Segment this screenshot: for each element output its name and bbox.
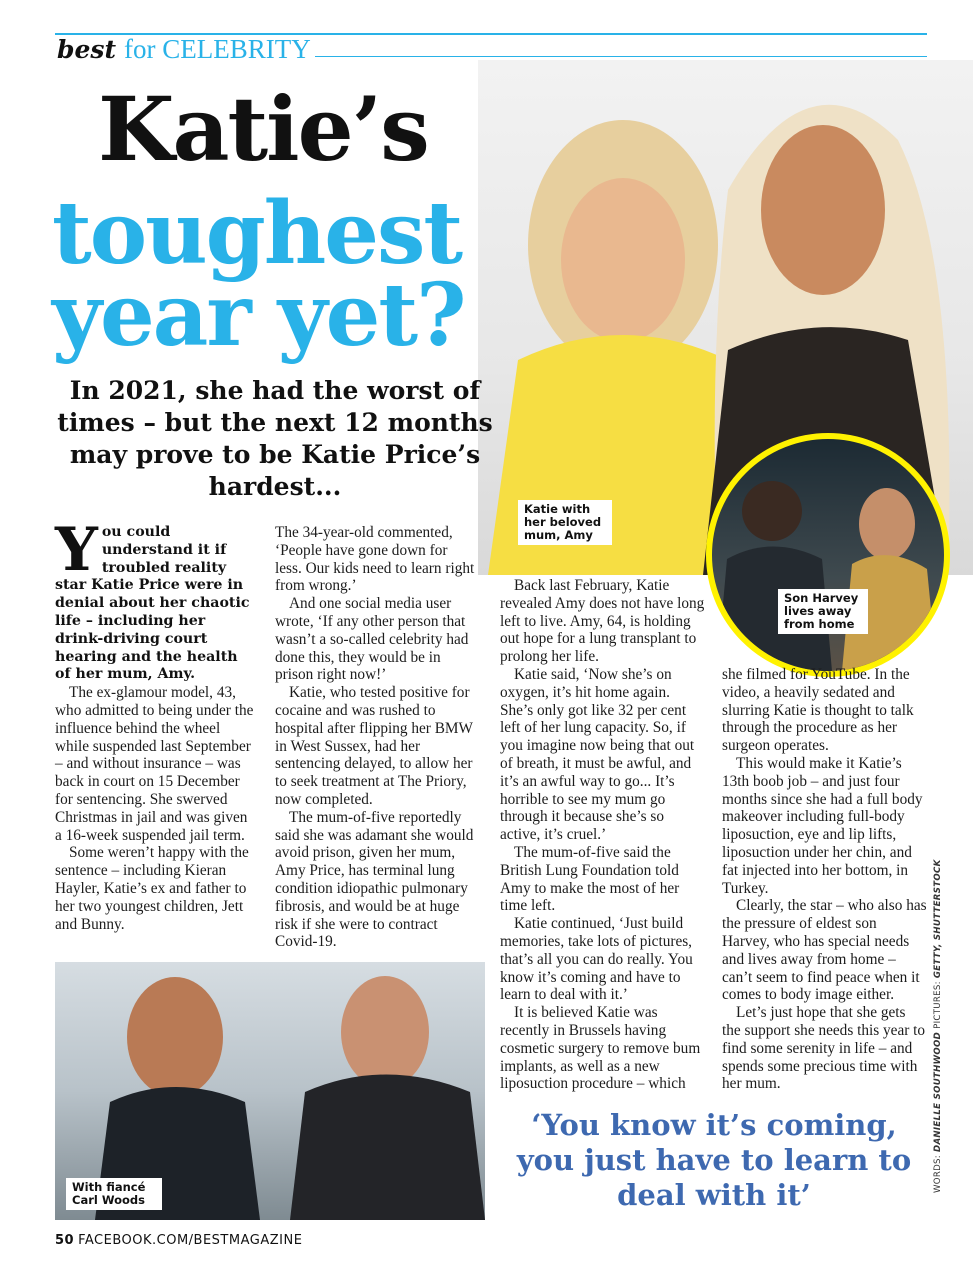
lead-text: ou could understand it if troubled reality star Katie Price were in denial about her chaotic life – including her drink-driving court hearing and the health of her mum, Amy. <box>55 524 250 683</box>
paragraph: The 34-year-old commented, ‘People have gone down for less. Our kids need to learn right from wrong.’ <box>275 524 475 595</box>
brand-label: best <box>57 35 117 64</box>
footer-url: FACEBOOK.COM/BESTMAGAZINE <box>78 1233 303 1248</box>
headline-line-2: toughest <box>52 183 462 284</box>
paragraph: This would make it Katie’s 13th boob job – and just four months since she had a full body makeover including full-body liposuction, eye and lip lifts, liposuction under her chin, and fat injected into her bottom, in Turkey. <box>722 754 923 897</box>
paragraph: Clearly, the star – who also has the pressure of eldest son Harvey, who has special needs and lives away from home – can’t seem to find peace when it comes to body image either. <box>722 897 927 1004</box>
paragraph: Let’s just hope that she gets the support she needs this year to find some serenity in life – and spends some precious time with her mum. <box>722 1004 926 1093</box>
credit-pictures-name: GETTY, SHUTTERSTOCK <box>933 859 943 979</box>
caption-bottom: With fiancé Carl Woods <box>66 1178 162 1210</box>
bottom-photo <box>55 962 485 1220</box>
headline-line-1: Katie’s <box>98 77 428 181</box>
page-number: 50 <box>55 1233 75 1248</box>
paragraph: Some weren’t happy with the sentence – including Kieran Hayler, Katie’s ex and father to her two youngest children, Jett and Bunny. <box>55 844 249 933</box>
paragraph: Katie, who tested positive for cocaine and was rushed to hospital after flipping her BMW in West Sussex, had her sentencing delayed, to allow her to seek treatment at The Priory, now completed. <box>275 684 473 808</box>
paragraph: Katie said, ‘Now she’s on oxygen, it’s hit home again. She’s only got like 32 per cent left of her lung capacity. So, if you imagine now being that out of breath, it must be awful, and it’s an awful way to go... It’s horrible to see my mum go through it because she’s so active, it’s cruel.’ <box>500 665 695 844</box>
paragraph: Back last February, Katie revealed Amy does not have long left to live. Amy, 64, is holding out hope for a lung transplant to prolong her life. <box>500 577 705 666</box>
paragraph: It is believed Katie was recently in Brussels having cosmetic surgery to remove bum implants, as well as a new liposuction procedure – which <box>500 1004 701 1093</box>
page-footer <box>55 1233 302 1248</box>
paragraph: And one social media user wrote, ‘If any other person that wasn’t a so-called celebrity had done this, they would be in prison right now!’ <box>275 595 469 684</box>
paragraph: Katie continued, ‘Just build memories, take lots of pictures, that’s all you can do really. You know it’s coming and have to learn to deal with it.’ <box>500 915 693 1004</box>
credit-words-name: DANIELLE SOUTHWOOD <box>933 1031 943 1152</box>
credit-pictures-label: PICTURES: <box>933 978 943 1032</box>
drop-cap: Y <box>55 515 98 585</box>
section-kicker <box>57 34 311 65</box>
inset-photo <box>706 433 950 677</box>
paragraph: she filmed for YouTube. In the video, a heavily sedated and slurring Katie is thought to talk through the procedure as her surgeon operates. <box>722 666 914 755</box>
photo-harvey <box>712 439 944 671</box>
column-1 <box>55 515 255 933</box>
paragraph: The mum-of-five reportedly said she was adamant she would avoid prison, given her mum, Amy Price, has terminal lung condition idiopathic pulmonary fibrosis, and would be at huge risk if she were to contract Covid-19. <box>275 808 474 951</box>
credit-words-label: WORDS: <box>933 1151 943 1193</box>
caption-main: Katie with her beloved mum, Amy <box>518 500 612 545</box>
kicker-rule <box>315 56 927 57</box>
lead-paragraph <box>55 515 255 684</box>
standfirst: In 2021, she had the worst of times – but the next 12 months may prove to be Katie Price’s hardest... <box>57 376 493 501</box>
section-label: for CELEBRITY <box>123 34 311 64</box>
photo-credit <box>933 859 943 1193</box>
caption-inset: Son Harvey lives away from home <box>778 589 868 634</box>
paragraph: The mum-of-five said the British Lung Foundation told Amy to make the most of her time left. <box>500 843 680 915</box>
column-2 <box>275 524 478 951</box>
pull-quote: ‘You know it’s coming, you just have to learn to deal with it’ <box>516 1108 912 1212</box>
column-4 <box>722 666 927 1093</box>
paragraph: The ex-glamour model, 43, who admitted to being under the influence behind the wheel while suspended last September – and without insurance – was back in court on 15 December for sentencing. She swerved Christmas in jail and was given a 16-week suspended jail term. <box>55 684 254 844</box>
column-3 <box>500 577 705 1093</box>
headline-line-3: year yet? <box>52 265 465 366</box>
